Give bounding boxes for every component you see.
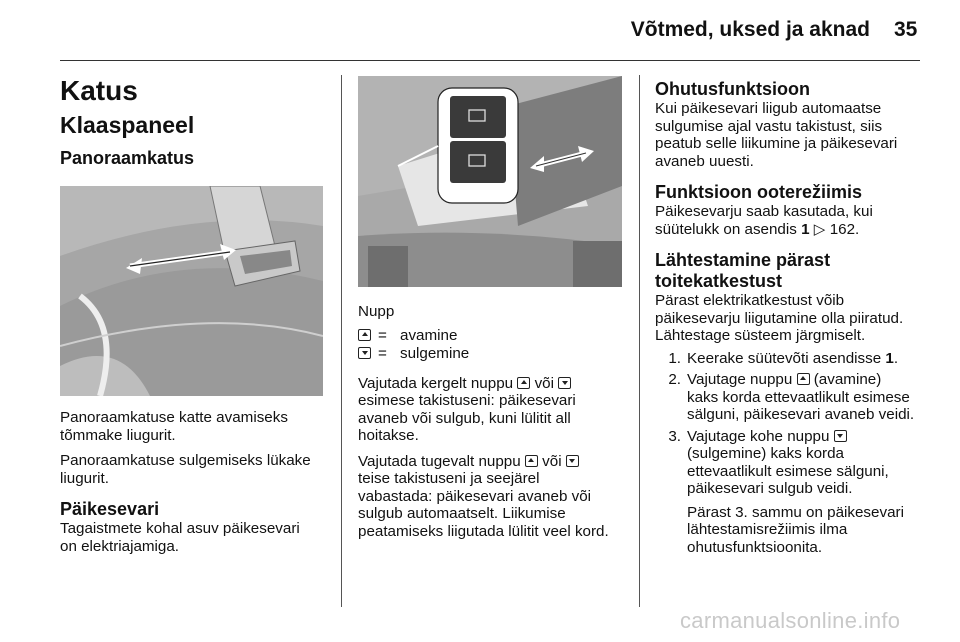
paragraph-firm-press: peatamiseks liigutada lülitit veel kord. xyxy=(358,522,609,540)
legend-label-open: avamine xyxy=(400,326,458,344)
step-3 xyxy=(655,428,925,557)
heading-paikesevari: Päikesevari xyxy=(60,499,160,519)
paragraph-close-2: liugurit. xyxy=(60,469,109,487)
column-1 xyxy=(60,76,330,169)
sunblind-close-icon xyxy=(834,430,847,442)
step-text xyxy=(687,350,925,368)
paragraph-light-press: avaneb või sulgub, kuni lülitit all xyxy=(358,409,571,427)
panoramic-roof-illustration xyxy=(60,186,323,396)
text: sälguni, päikesevari avaneb veidi. xyxy=(687,406,915,423)
column-divider-2 xyxy=(639,75,640,607)
page-reference: 162. xyxy=(829,220,860,238)
heading-lahtestamine: toitekatkestust xyxy=(655,271,783,291)
sunblind-close-icon xyxy=(358,345,378,363)
legend-equals: = xyxy=(378,344,387,362)
heading-panoraamkatus: Panoraamkatus xyxy=(60,148,195,168)
ignition-position: 1 xyxy=(801,220,810,238)
step-2 xyxy=(655,371,925,424)
paragraph-light-press-line xyxy=(358,375,633,393)
legend-row-open xyxy=(358,327,633,345)
legend-equals: = xyxy=(378,326,387,344)
text: Vajutage nuppu xyxy=(687,371,793,388)
page-number: 35 xyxy=(894,18,918,41)
legend-label-close: sulgemine xyxy=(400,344,470,362)
paragraph-open-1: Panoraamkatuse katte avamiseks xyxy=(60,409,288,426)
text: (avamine) xyxy=(813,371,882,388)
paragraph-firm-press-line xyxy=(358,453,633,471)
step-text xyxy=(687,371,925,424)
text: kaks korda ettevaatlikult esimese xyxy=(687,388,910,406)
text: süütelukk on asendis xyxy=(655,220,797,238)
paragraph-firm-press: sulgub automaatselt. Liikumise xyxy=(358,505,566,522)
sunblind-open-icon xyxy=(358,327,378,345)
paragraph-safety: avaneb uuesti. xyxy=(655,152,754,170)
paragraph-safety: sulgumise ajal vastu takistust, siis xyxy=(655,117,883,135)
column-3 xyxy=(655,79,925,556)
sunblind-open-icon xyxy=(517,377,530,389)
page-reference-icon: ▷ xyxy=(813,220,826,238)
header-rule xyxy=(60,60,920,61)
paragraph-standby-line xyxy=(655,221,925,239)
column-1-lower xyxy=(60,409,330,555)
paragraph-light-press: hoitakse. xyxy=(358,427,419,444)
text: lähtestamisrežiimis ilma xyxy=(687,521,848,538)
text: või xyxy=(542,452,562,470)
sunblind-close-icon xyxy=(558,377,571,389)
text: ettevaatlikult esimese sälguni, xyxy=(687,462,889,480)
paragraph-sunblind-1: Tagaistmete kohal asuv päikesevari xyxy=(60,520,300,537)
text: . xyxy=(893,349,899,367)
step-number: 2. xyxy=(668,371,681,388)
ignition-position: 1 xyxy=(885,349,894,367)
column-divider-1 xyxy=(341,75,342,607)
paragraph-open-2: tõmmake liugurit. xyxy=(60,426,176,444)
page-header-title: Võtmed, uksed ja aknad xyxy=(630,18,870,41)
heading-lahtestamine: Lähtestamine pärast xyxy=(655,250,831,270)
paragraph-safety: peatub selle liikumine ja päikesevari xyxy=(655,135,898,152)
paragraph-light-press: esimese takistuseni: päikesevari xyxy=(358,392,576,409)
text: Vajutada kergelt nuppu xyxy=(358,374,514,392)
sunblind-open-icon xyxy=(797,373,810,385)
sunblind-close-icon xyxy=(566,455,579,467)
heading-klaaspaneel: Klaaspaneel xyxy=(60,112,195,138)
text: Vajutage kohe nuppu xyxy=(687,427,830,445)
text: Pärast 3. sammu on päikesevari xyxy=(687,503,904,521)
text: või xyxy=(534,374,554,392)
paragraph-reset: päikesevarju liigutamine olla piiratud. xyxy=(655,309,904,327)
legend-heading-nupp: Nupp xyxy=(358,303,395,320)
heading-ohutusfunktsioon: Ohutusfunktsioon xyxy=(655,79,810,99)
step-1 xyxy=(655,350,925,368)
text: (sulgemine) kaks korda xyxy=(687,445,844,462)
text: Keerake süütevõti asendisse xyxy=(687,349,882,367)
paragraph-firm-press: vabastada: päikesevari avaneb või xyxy=(358,487,592,505)
text: päikesevari sulgub veidi. xyxy=(687,480,853,497)
heading-ooterezhiim: Funktsioon ooterežiimis xyxy=(655,182,863,202)
paragraph-standby: Päikesevarju saab kasutada, kui xyxy=(655,203,873,220)
paragraph-safety: Kui päikesevari liigub automaatse xyxy=(655,100,882,117)
column-2 xyxy=(358,303,633,540)
text: ohutusfunktsioonita. xyxy=(687,538,823,556)
step-number: 1. xyxy=(668,349,681,367)
paragraph-reset: Lähtestage süsteem järgmiselt. xyxy=(655,327,866,344)
watermark: carmanualsonline.info xyxy=(680,608,901,633)
sunblind-open-icon xyxy=(525,455,538,467)
text: Vajutada tugevalt nuppu xyxy=(358,452,521,470)
legend-row-close xyxy=(358,345,633,363)
paragraph-close-1: Panoraamkatuse sulgemiseks lükake xyxy=(60,452,311,469)
paragraph-sunblind-2: on elektriajamiga. xyxy=(60,537,180,555)
paragraph-firm-press: teise takistuseni ja seejärel xyxy=(358,470,540,487)
step-text xyxy=(687,428,925,557)
sunblind-switch-illustration xyxy=(358,76,622,287)
step-number: 3. xyxy=(668,427,681,445)
heading-katus: Katus xyxy=(60,75,138,106)
paragraph-reset: Pärast elektrikatkestust võib xyxy=(655,292,845,309)
